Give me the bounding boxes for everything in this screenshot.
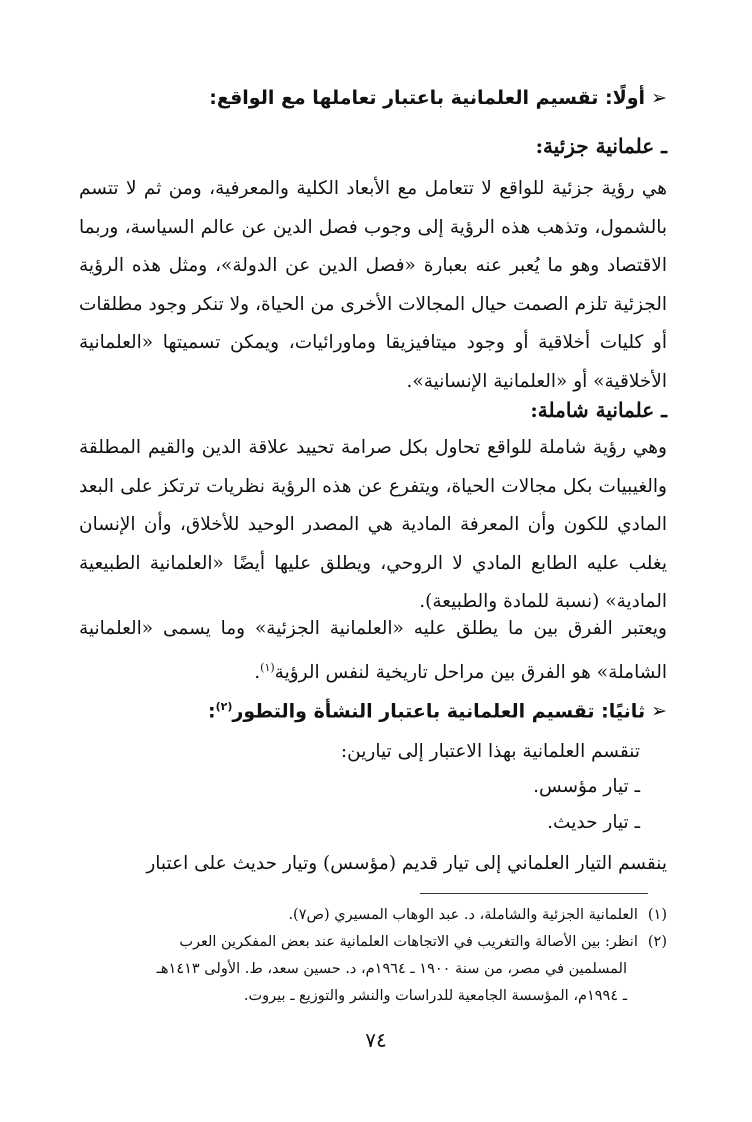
footnote-1 xyxy=(77,902,667,929)
footnote-2-line-3: ـ ١٩٩٤م، المؤسسة الجامعية للدراسات والنشر والتوزيع ـ بيروت. xyxy=(243,988,627,1004)
footnote-text: العلمانية الجزئية والشاملة، د. عبد الوهاب المسيري (ص٧). xyxy=(288,907,638,923)
difference-end: . xyxy=(254,661,261,683)
footnote-divider xyxy=(420,893,648,894)
page-number: ٧٤ xyxy=(365,1028,387,1052)
footnote-number: (١) xyxy=(647,907,667,923)
section2-heading-text: ثانيًا: تقسيم العلمانية باعتبار النشأة والتطور xyxy=(232,700,646,723)
section2-heading xyxy=(77,692,667,726)
partial-secularism-paragraph: هي رؤية جزئية للواقع لا تتعامل مع الأبعاد الكلية والمعرفية، ومن ثم لا تتسم بالشمول، وتذهب هذه الرؤية إلى وجوب فصل الدين عن عالم السياسة، وربما الاقتصاد وهو ما يُعبر عنه بعبارة «فصل الدين عن الدولة»، ومثل هذه الرؤية الجزئية تلزم الصمت حيال المجالات الأخرى من الحياة، ولا تنكر وجود مطلقات أو كليات أخلاقية أو وجود ميتافيزيقا وماورائيات، ويمكن تسميتها «العلمانية الأخلاقية» أو «العلمانية الإنسانية». xyxy=(79,178,667,392)
section2-intro: تنقسم العلمانية بهذا الاعتبار إلى تيارين: xyxy=(340,741,640,762)
footnote-2-line-1 xyxy=(77,929,667,956)
list-item: ـ تيار حديث. xyxy=(547,812,640,833)
section2-heading-colon: : xyxy=(208,700,216,723)
arrow-bullet-icon: ➢ xyxy=(651,700,667,723)
footnote-ref-1: (١) xyxy=(260,660,275,674)
comprehensive-secularism-paragraph: وهي رؤية شاملة للواقع تحاول بكل صرامة تحييد علاقة الدين والقيم المطلقة والغيبيات بكل مجالات الحياة، ويتفرع عن هذه الرؤية نظريات ترتكز على البعد المادي للكون وأن المعرفة المادية هي المصدر الوحيد للأخلاق، وأن الإنسان يغلب عليه الطابع المادي لا الروحي، ويطلق عليها أيضًا «العلمانية الطبيعية المادية» (نسبة للمادة والطبيعة). xyxy=(79,437,667,612)
section1-heading-text: أولًا: تقسيم العلمانية باعتبار تعاملها مع الواقع: xyxy=(209,87,646,109)
footnote-2 xyxy=(77,929,667,1010)
footnote-2-line-2: المسلمين في مصر، من سنة ١٩٠٠ ـ ١٩٦٤م، د. حسين سعد، ط. الأولى ١٤١٣هـ xyxy=(156,961,627,977)
difference-paragraph xyxy=(79,610,667,692)
list-item: ـ تيار مؤسس. xyxy=(533,776,640,797)
section1-heading xyxy=(77,83,667,113)
arrow-bullet-icon: ➢ xyxy=(651,87,667,109)
difference-text: ويعتبر الفرق بين ما يطلق عليه «العلمانية الجزئية» وما يسمى «العلمانية الشاملة» هو الفرق بين مراحل تاريخية لنفس الرؤية xyxy=(79,618,667,683)
comprehensive-secularism-title: ـ علمانية شاملة: xyxy=(530,398,667,422)
footnote-ref-2: (٢) xyxy=(215,700,233,713)
partial-secularism-title: ـ علمانية جزئية: xyxy=(535,134,667,158)
section2-closing-line: ينقسم التيار العلماني إلى تيار قديم (مؤسس) وتيار حديث على اعتبار xyxy=(146,853,667,874)
footnote-text: انظر: بين الأصالة والتغريب في الاتجاهات العلمانية عند بعض المفكرين العرب xyxy=(179,934,638,950)
footnote-number: (٢) xyxy=(647,934,667,950)
